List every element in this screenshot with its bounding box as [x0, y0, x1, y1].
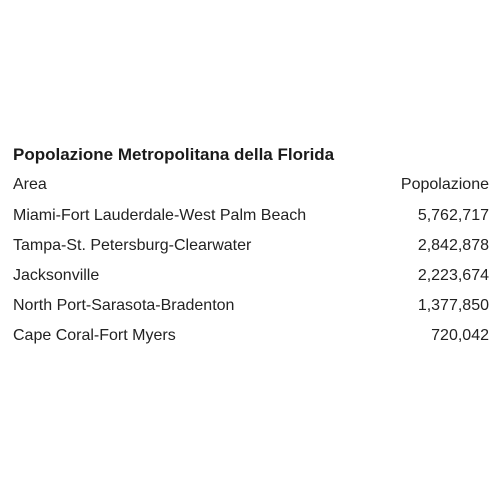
table-title: Popolazione Metropolitana della Florida — [13, 145, 335, 164]
table-row — [13, 291, 489, 321]
cell-population: 5,762,717 — [417, 207, 489, 224]
cell-population: 2,842,878 — [417, 237, 489, 254]
table-row — [13, 261, 489, 291]
cell-area: North Port-Sarasota-Bradenton — [13, 297, 235, 314]
cell-population: 2,223,674 — [417, 267, 489, 284]
header-area: Area — [13, 176, 47, 193]
cell-area: Miami-Fort Lauderdale-West Palm Beach — [13, 207, 307, 224]
table-row — [13, 321, 489, 351]
cell-area: Cape Coral-Fort Myers — [13, 327, 176, 344]
table-header-row — [13, 173, 489, 201]
table-row — [13, 201, 489, 231]
cell-area: Tampa-St. Petersburg-Clearwater — [13, 237, 252, 254]
population-table — [13, 173, 489, 351]
cell-area: Jacksonville — [13, 267, 100, 284]
population-table-container — [13, 143, 489, 351]
table-row — [13, 231, 489, 261]
cell-population: 720,042 — [431, 327, 489, 344]
header-population: Popolazione — [400, 176, 489, 193]
cell-population: 1,377,850 — [417, 297, 489, 314]
